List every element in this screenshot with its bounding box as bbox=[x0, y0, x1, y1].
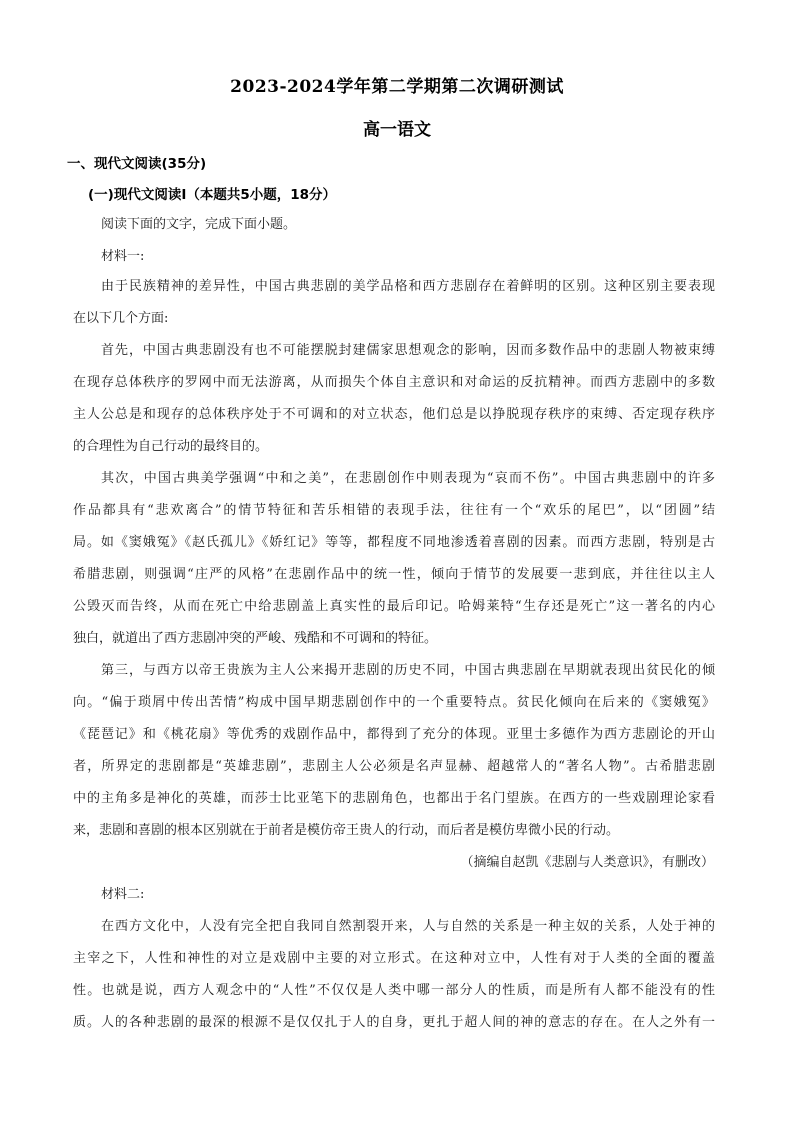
paragraph-line: 主宰之下，人性和神性的对立是戏剧中主要的对立形式。在这种对立中，人性有对于人类的全面的覆盖 bbox=[73, 951, 715, 966]
paragraph-line: 性。也就是说，西方人观念中的“人性”不仅仅是人类中哪一部分人的性质，而是所有人都不能没有的性 bbox=[73, 983, 715, 998]
paragraph-line: 的合理性为自己行动的最终目的。 bbox=[73, 439, 269, 454]
exam-title: 2023-2024学年第二学期第二次调研测试 bbox=[230, 77, 564, 97]
paragraph-line: 在西方文化中，人没有完全把自我同自然割裂开来，人与自然的关系是一种主奴的关系，人处于神的 bbox=[101, 919, 715, 934]
paragraph-line: 在以下几个方面: bbox=[73, 311, 169, 326]
paragraph-line: 局。如《窦娥冤》《赵氏孤儿》《娇红记》等等，都程度不同地渗透着喜剧的因素。而西方悲剧，特别是古 bbox=[73, 535, 715, 550]
source-citation: （摘编自赵凯《悲剧与人类意识》，有删改） bbox=[460, 855, 714, 870]
subsection-heading: (一)现代文阅读Ⅰ（本题共5小题，18分） bbox=[88, 187, 337, 203]
paragraph-line: 《琵琶记》和《桃花扇》等优秀的戏剧作品中，都得到了充分的体现。亚里士多德作为西方悲剧论的开山 bbox=[73, 727, 715, 742]
paragraph-line: 第三，与西方以帝王贵族为主人公来揭开悲剧的历史不同，中国古典悲剧在早期就表现出贫民化的倾 bbox=[101, 663, 715, 678]
paragraph-line: 由于民族精神的差异性，中国古典悲剧的美学品格和西方悲剧存在着鲜明的区别。这种区别主要表现 bbox=[101, 279, 715, 294]
paragraph-line: 首先，中国古典悲剧没有也不可能摆脱封建儒家思想观念的影响，因而多数作品中的悲剧人物被束缚 bbox=[101, 343, 715, 358]
paragraph-line: 独白，就道出了西方悲剧冲突的严峻、残酷和不可调和的特征。 bbox=[73, 631, 438, 646]
paragraph-line: 来，悲剧和喜剧的根本区别就在于前者是模仿帝王贵人的行动，而后者是模仿卑微小民的行动。 bbox=[73, 823, 620, 838]
paragraph-line: 作品都具有“悲欢离合”的情节特征和苦乐相错的表现手法，往往有一个“欢乐的尾巴”，以“团圆”结 bbox=[73, 503, 715, 518]
paragraph-line: 者，所界定的悲剧都是“英雄悲剧”，悲剧主人公必须是名声显赫、超越常人的“著名人物”。古希腊悲剧 bbox=[73, 759, 715, 774]
paragraph-line: 中的主角多是神化的英雄，而莎士比亚笔下的悲剧角色，也都出于名门望族。在西方的一些戏剧理论家看 bbox=[73, 791, 715, 806]
paragraph-line: 在现存总体秩序的罗网中而无法游离，从而损失个体自主意识和对命运的反抗精神。而西方悲剧中的多数 bbox=[73, 375, 715, 390]
exam-subtitle: 高一语文 bbox=[363, 120, 431, 140]
paragraph-line: 质。人的各种悲剧的最深的根源不是仅仅扎于人的自身，更扎于超人间的神的意志的存在。在人之外有一 bbox=[73, 1015, 715, 1030]
paragraph-line: 其次，中国古典美学强调“中和之美”，在悲剧创作中则表现为“哀而不伤”。中国古典悲剧中的许多 bbox=[101, 471, 715, 486]
instruction-text: 阅读下面的文字，完成下面小题。 bbox=[101, 217, 297, 232]
paragraph-line: 向。“偏于琐屑中传出苦情”构成中国早期悲剧创作中的一个重要特点。贫民化倾向在后来的《窦娥冤》 bbox=[73, 695, 715, 710]
paragraph-line: 主人公总是和现存的总体秩序处于不可调和的对立状态，他们总是以挣脱现存秩序的束缚、否定现存秩序 bbox=[73, 407, 715, 422]
paragraph-line: 公毁灭而告终，从而在死亡中给悲剧盖上真实性的最后印记。哈姆莱特“生存还是死亡”这一著名的内心 bbox=[73, 599, 715, 614]
paragraph-line: 希腊悲剧，则强调“庄严的风格”在悲剧作品中的统一性，倾向于情节的发展要一悲到底，并往往以主人 bbox=[73, 567, 715, 582]
material-label: 材料二: bbox=[101, 887, 145, 902]
material-label: 材料一: bbox=[101, 249, 145, 264]
section-heading: 一、现代文阅读(35分) bbox=[67, 156, 207, 172]
